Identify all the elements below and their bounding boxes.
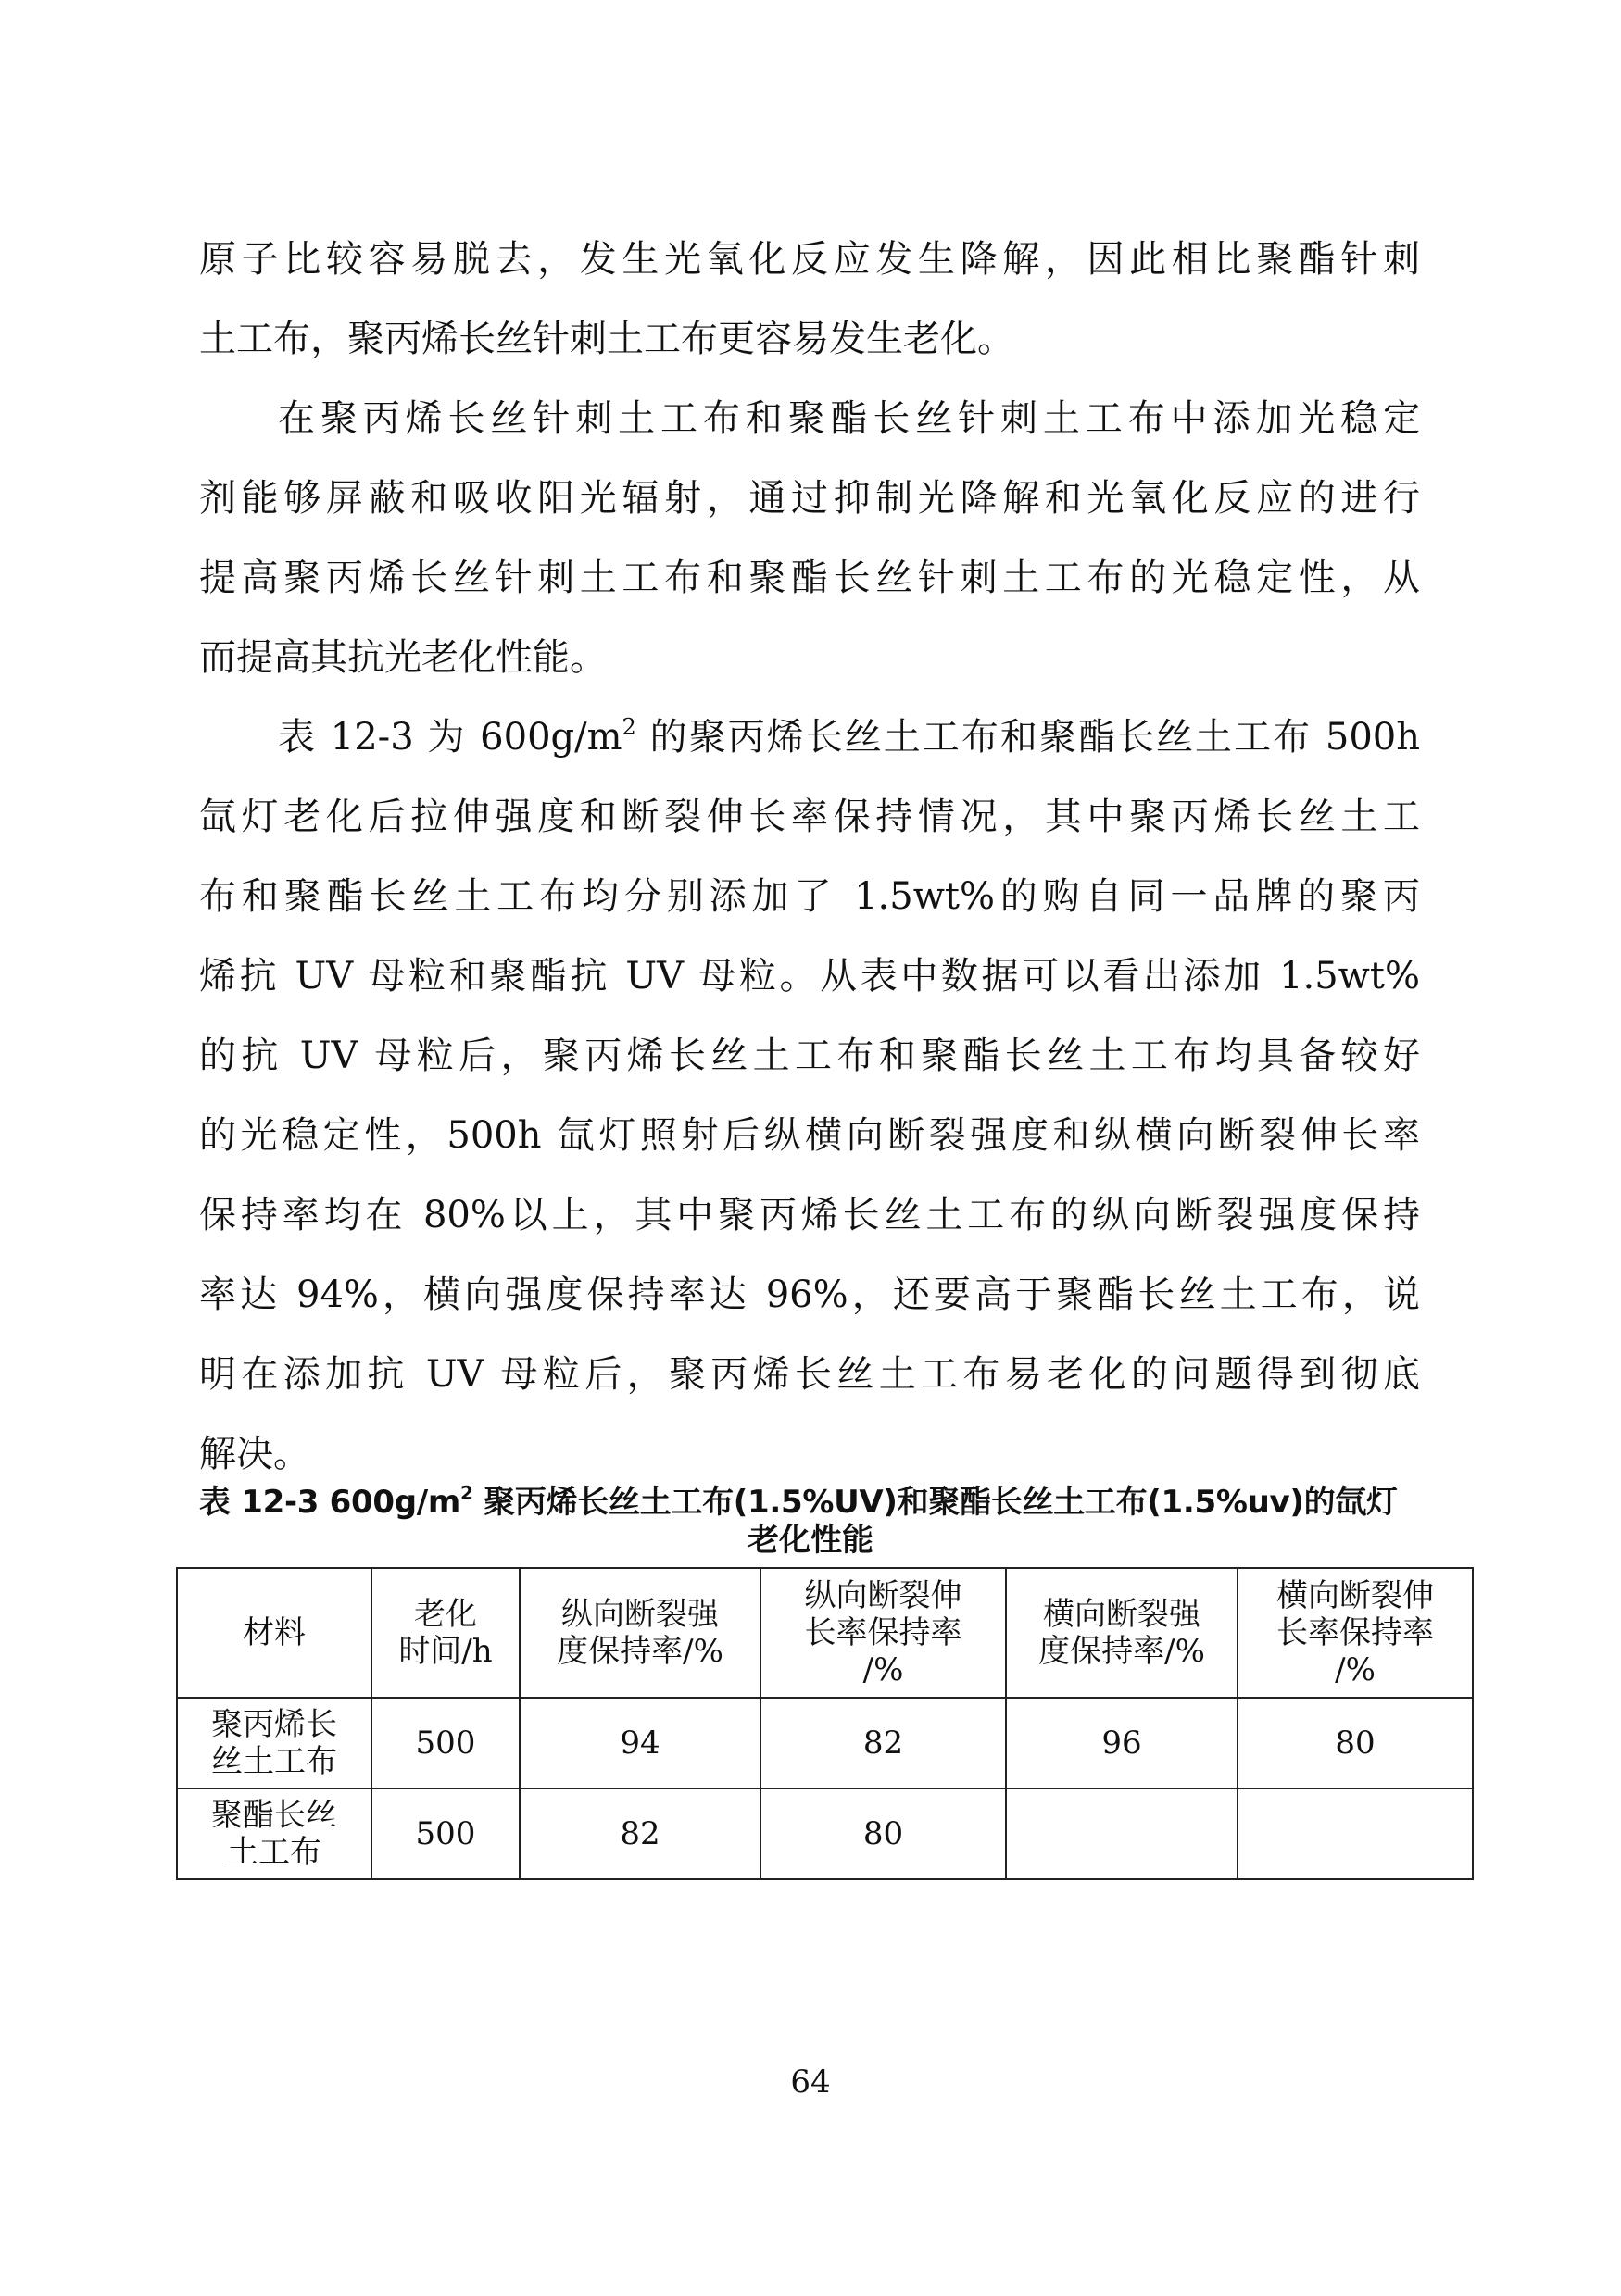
header-material: 材料 [177,1568,371,1698]
header-cd-strength-retention: 横向断裂强 度保持率/% [1006,1568,1238,1698]
cell-aging-time: 500 [371,1698,520,1788]
paragraph-1-line-1: 原子比较容易脱去，发生光氧化反应发生降解，因此相比聚酯针刺 [199,238,1420,281]
table-row [177,1788,1473,1879]
paragraph-3-line-7: 保持率均在 80%以上，其中聚丙烯长丝土工布的纵向断裂强度保持 [199,1194,1420,1236]
table-row [177,1698,1473,1788]
header-md-elongation-retention: 纵向断裂伸 长率保持率 /% [760,1568,1006,1698]
paragraph-3-line-2: 氙灯老化后拉伸强度和断裂伸长率保持情况，其中聚丙烯长丝土工 [199,796,1420,838]
paragraph-3-line-1: 表 12-3 为 $600g/m^2$ 的聚丙烯长丝土工布和聚酯长丝土工布 500h [278,714,1420,759]
cell-cd-elongation [1238,1788,1473,1879]
superscript: 2 [622,714,636,740]
cell-md-strength: 94 [520,1698,760,1788]
paragraph-2-line-3: 提高聚丙烯长丝针刺土工布和聚酯长丝针刺土工布的光稳定性，从 [199,557,1420,599]
aging-performance-table [176,1567,1474,1880]
page-number: 64 [790,2064,831,2101]
table-caption: 表 12-3 $600g/m^2$ 聚丙烯长丝土工布(1.5%UV)和聚酯长丝土工布(1.5%uv)的氙灯 [199,1482,1398,1521]
paragraph-1-line-2: 土工布，聚丙烯长丝针刺土工布更容易发生老化。 [199,318,1014,360]
cell-md-elongation: 82 [760,1698,1006,1788]
paragraph-3-line-8: 率达 94%，横向强度保持率达 96%，还要高于聚酯长丝土工布，说 [199,1273,1420,1316]
paragraph-2-line-2: 剂能够屏蔽和吸收阳光辐射，通过抑制光降解和光氧化反应的进行 [199,477,1420,520]
header-aging-time: 老化 时间/h [371,1568,520,1698]
header-md-strength-retention: 纵向断裂强 度保持率/% [520,1568,760,1698]
paragraph-3-line-3: 布和聚酯长丝土工布均分别添加了 1.5wt%的购自同一品牌的聚丙 [199,875,1420,918]
cell-material: 聚丙烯长 丝土工布 [177,1698,371,1788]
cell-cd-elongation: 80 [1238,1698,1473,1788]
header-cd-elongation-retention: 横向断裂伸 长率保持率 /% [1238,1568,1473,1698]
cell-md-elongation: 80 [760,1788,1006,1879]
paragraph-3-line-4: 烯抗 UV 母粒和聚酯抗 UV 母粒。从表中数据可以看出添加 1.5wt% [199,955,1420,997]
table-header-row [177,1568,1473,1698]
table-caption-line-2: 老化性能 [748,1522,873,1559]
cell-cd-strength [1006,1788,1238,1879]
paragraph-3-line-6: 的光稳定性，500h 氙灯照射后纵横向断裂强度和纵横向断裂伸长率 [199,1114,1420,1157]
paragraph-2-line-4: 而提高其抗光老化性能。 [199,636,607,679]
cell-material: 聚酯长丝 土工布 [177,1788,371,1879]
paragraph-3-line-5: 的抗 UV 母粒后，聚丙烯长丝土工布和聚酯长丝土工布均具备较好 [199,1035,1420,1077]
paragraph-3-line-9: 明在添加抗 UV 母粒后，聚丙烯长丝土工布易老化的问题得到彻底 [199,1353,1420,1396]
cell-aging-time: 500 [371,1788,520,1879]
cell-cd-strength: 96 [1006,1698,1238,1788]
paragraph-2-line-1: 在聚丙烯长丝针刺土工布和聚酯长丝针刺土工布中添加光稳定 [278,397,1420,440]
paragraph-3-line-10: 解决。 [199,1433,310,1475]
superscript: 2 [460,1482,473,1504]
cell-md-strength: 82 [520,1788,760,1879]
